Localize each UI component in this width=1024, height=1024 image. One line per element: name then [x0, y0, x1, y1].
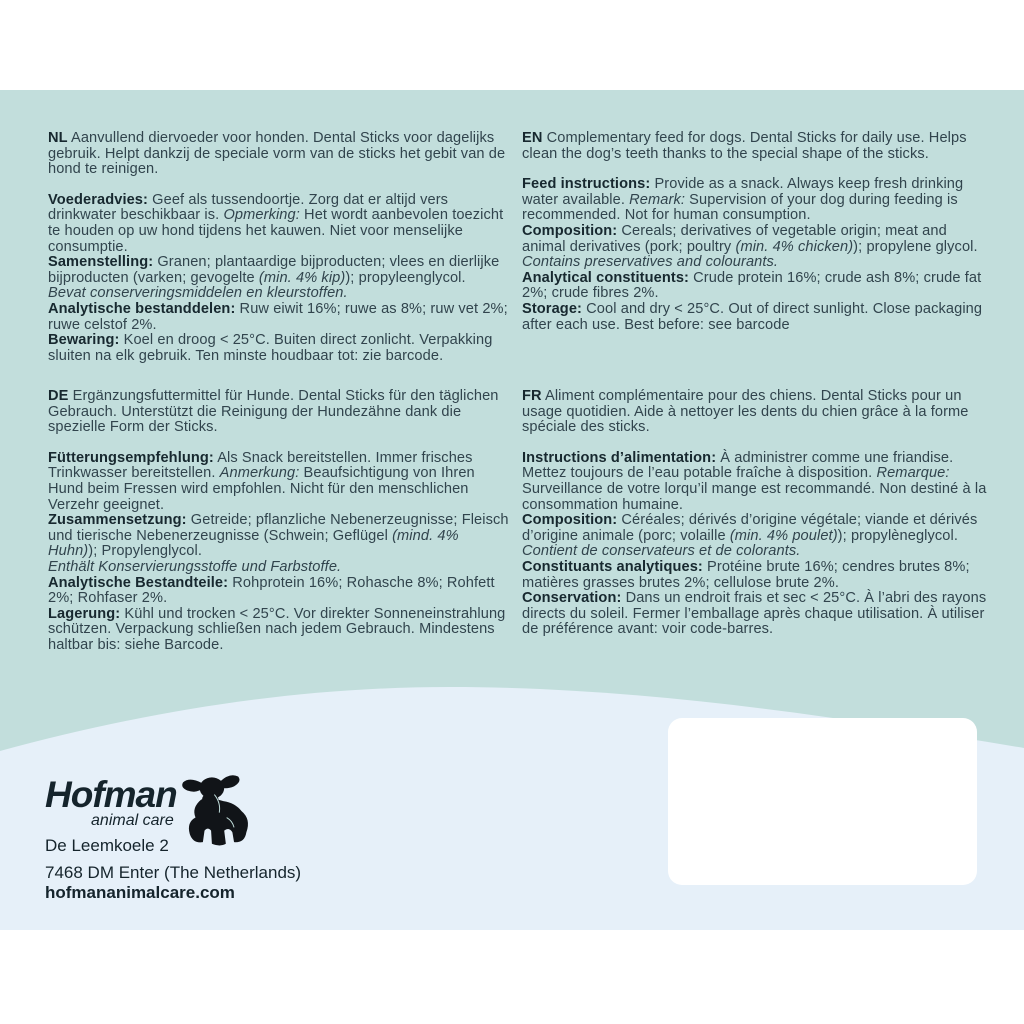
label-heading-text: EN — [522, 130, 543, 146]
label-body-text: Getreide; pflanzliche Nebenerzeugnisse; Fleisch und tierische Nebenerzeugnisse (Schwein; Geflügel — [48, 512, 509, 544]
label-paragraph — [48, 607, 510, 654]
label-body-text: Als Snack bereitstellen. Immer frisches Trinkwasser bereitstellen. — [48, 449, 473, 482]
label-heading-text: Composition: — [522, 512, 618, 529]
label-paragraph — [48, 389, 510, 436]
brand-subtitle: animal care — [91, 812, 174, 829]
label-paragraph — [522, 560, 988, 591]
label-paragraph — [48, 302, 510, 333]
label-paragraph — [522, 389, 988, 436]
brand-wordmark — [45, 774, 177, 829]
label-body-text: ); Propylenglycol. — [88, 543, 202, 560]
label-heading-text: Samenstelling: — [48, 254, 154, 271]
label-paragraph — [48, 513, 510, 560]
text-block-fr — [522, 389, 988, 638]
label-body-text: Koel en droog < 25°C. Buiten direct zonlicht. Verpakking sluiten na elk gebruik. Ten minste houdbaar tot: zie barcode. — [48, 332, 493, 364]
footer-brand-area — [45, 774, 465, 904]
label-paragraph — [522, 255, 988, 271]
label-paragraph — [522, 302, 988, 333]
label-body-text: Geef als tussendoortje. Zorg dat er altijd vers drinkwater beschikbaar is. — [48, 191, 449, 224]
label-paragraph — [48, 131, 510, 178]
label-paragraph — [48, 255, 510, 286]
label-italic-text: (mind. 4% Huhn) — [48, 527, 459, 560]
label-italic-text: (min. 4% kip) — [258, 269, 346, 286]
label-heading-text: Analytische bestanddelen: — [48, 300, 236, 317]
label-italic-text: Opmerking: — [223, 207, 300, 224]
label-heading-text: Bewaring: — [48, 332, 120, 349]
label-heading-text: Fütterungsempfehlung: — [48, 449, 214, 466]
label-body-text: Dans un endroit frais et sec < 25°C. À l’abri des rayons directs du soleil. Fermer l’emballage après chaque utilisation. À utiliser de préférence avant: voir code-barres. — [522, 590, 987, 638]
address-line-1: De Leemkoele 2 — [45, 836, 169, 855]
label-body-text: Protéine brute 16%; cendres brutes 8%; matières grasses brutes 2%; cellulose brute 2%. — [522, 558, 970, 591]
brand-name: Hofman — [45, 774, 177, 815]
label-body-text: Ergänzungsfuttermittel für Hunde. Dental Sticks für den täglichen Gebrauch. Unterstützt die Reinigung der Hundezähne dank die spezielle Form der Sticks. — [48, 388, 499, 436]
label-paragraph — [48, 193, 510, 255]
label-heading-text: Analytische Bestandteile: — [48, 574, 229, 591]
label-body-text: Céréales; dérivés d’origine végétale; viande et dérivés d’origine animale (porc; volaille — [522, 512, 978, 544]
label-heading-text: NL — [48, 130, 68, 146]
label-body-text: Cereals; derivatives of vegetable origin; meat and animal derivatives (pork; poultry — [522, 222, 947, 255]
label-paragraph — [522, 271, 988, 302]
label-body-text: Cool and dry < 25°C. Out of direct sunlight. Close packaging after each use. Best before: see barcode — [522, 300, 983, 333]
text-block-nl — [48, 131, 510, 364]
label-body-text: Provide as a snack. Always keep fresh drinking water available. — [522, 176, 964, 208]
label-paragraph — [522, 591, 988, 638]
label-italic-text: Anmerkung: — [219, 465, 300, 482]
label-heading-text: Conservation: — [522, 590, 622, 607]
label-body-text: Rohprotein 16%; Rohasche 8%; Rohfett 2%; Rohfaser 2%. — [48, 574, 495, 607]
label-italic-text: Enthält Konservierungsstoffe und Farbstoffe. — [48, 558, 342, 575]
label-italic-text: Remark: — [629, 191, 685, 208]
label-heading-text: FR — [522, 388, 542, 404]
label-heading-text: Zusammensetzung: — [48, 512, 187, 529]
calf-silhouette-icon — [175, 768, 257, 854]
text-block-de — [48, 389, 510, 654]
label-body-text: À administrer comme une friandise. Mettez toujours de l’eau potable fraîche à disposition. — [522, 449, 954, 482]
label-heading-text: Instructions d’alimentation: — [522, 449, 717, 466]
label-italic-text: (min. 4% poulet) — [729, 527, 838, 544]
label-italic-text: (min. 4% chicken) — [735, 238, 854, 255]
label-body-text: Kühl und trocken < 25°C. Vor direkter Sonneneinstrahlung schützen. Verpackung schließen nach jedem Gebrauch. Mindestens haltbar bis: siehe Barcode. — [48, 605, 506, 653]
label-heading-text: Lagerung: — [48, 605, 121, 622]
label-heading-text: Voederadvies: — [48, 191, 148, 208]
label-italic-text: Contains preservatives and colourants. — [522, 254, 779, 271]
label-heading-text: Composition: — [522, 222, 618, 239]
label-body-text: Supervision of your dog during feeding is recommended. Not for human consumption. — [522, 191, 958, 224]
label-paragraph — [522, 131, 988, 162]
label-paragraph — [522, 224, 988, 255]
label-paragraph — [522, 513, 988, 544]
label-body-text: Granen; plantaardige bijproducten; vlees en dierlijke bijproducten (varken; gevogelte — [48, 254, 500, 286]
label-heading-text: Feed instructions: — [522, 176, 651, 193]
label-italic-text: Contient de conservateurs et de colorants. — [522, 543, 801, 560]
label-body-text: ); propylene glycol. — [853, 238, 978, 255]
label-body-text: Ruw eiwit 16%; ruwe as 8%; ruw vet 2%; ruwe celstof 2%. — [48, 300, 508, 333]
label-paragraph — [48, 333, 510, 364]
label-heading-text: DE — [48, 388, 69, 404]
label-body-text: ); propyleenglycol. — [345, 269, 466, 286]
label-paragraph — [522, 544, 988, 560]
label-body-text: Het wordt aanbevolen toezicht te houden op uw hond tijdens het kauwen. Niet voor menselijke consumptie. — [48, 207, 504, 255]
barcode-placeholder-box — [668, 718, 977, 885]
label-body-text: Crude protein 16%; crude ash 8%; crude fat 2%; crude fibres 2%. — [522, 269, 982, 302]
brand-logo — [45, 774, 465, 830]
label-body-text: Aanvullend diervoeder voor honden. Dental Sticks voor dagelijks gebruik. Helpt dankzij de speciale vorm van de sticks het gebit van de hond te reinigen. — [48, 130, 506, 178]
label-heading-text: Constituants analytiques: — [522, 558, 703, 575]
label-paragraph — [522, 177, 988, 224]
label-paragraph — [48, 576, 510, 607]
label-italic-text: Bevat conserveringsmiddelen en kleurstoffen. — [48, 285, 348, 302]
label-body-text: Complementary feed for dogs. Dental Sticks for daily use. Helps clean the dog’s teeth thanks to the special shape of the sticks. — [522, 130, 967, 162]
label-paragraph — [522, 451, 988, 513]
address-line-2: 7468 DM Enter (The Netherlands) — [45, 862, 302, 882]
label-italic-text: Remarque: — [876, 465, 950, 482]
label-paragraph — [48, 451, 510, 513]
label-heading-text: Storage: — [522, 300, 582, 317]
label-body-text: ); propylèneglycol. — [837, 527, 959, 544]
label-heading-text: Analytical constituents: — [522, 269, 690, 286]
label-paragraph — [48, 560, 510, 576]
label-paragraph — [48, 286, 510, 302]
label-body-text: Beaufsichtigung von Ihren Hund beim Fressen wird empfohlen. Nicht für den menschlichen Verzehr geeignet. — [48, 465, 475, 513]
label-body-text: Surveillance de votre lorqu’il mange est recommandé. Non destiné à la consommation humaine. — [522, 480, 987, 513]
text-block-en — [522, 131, 988, 333]
label-body-text: Aliment complémentaire pour des chiens. Dental Sticks pour un usage quotidien. Aide à nettoyer les dents du chien grâce à la forme spéciale des sticks. — [522, 388, 969, 436]
website-url: hofmananimalcare.com — [45, 883, 235, 902]
